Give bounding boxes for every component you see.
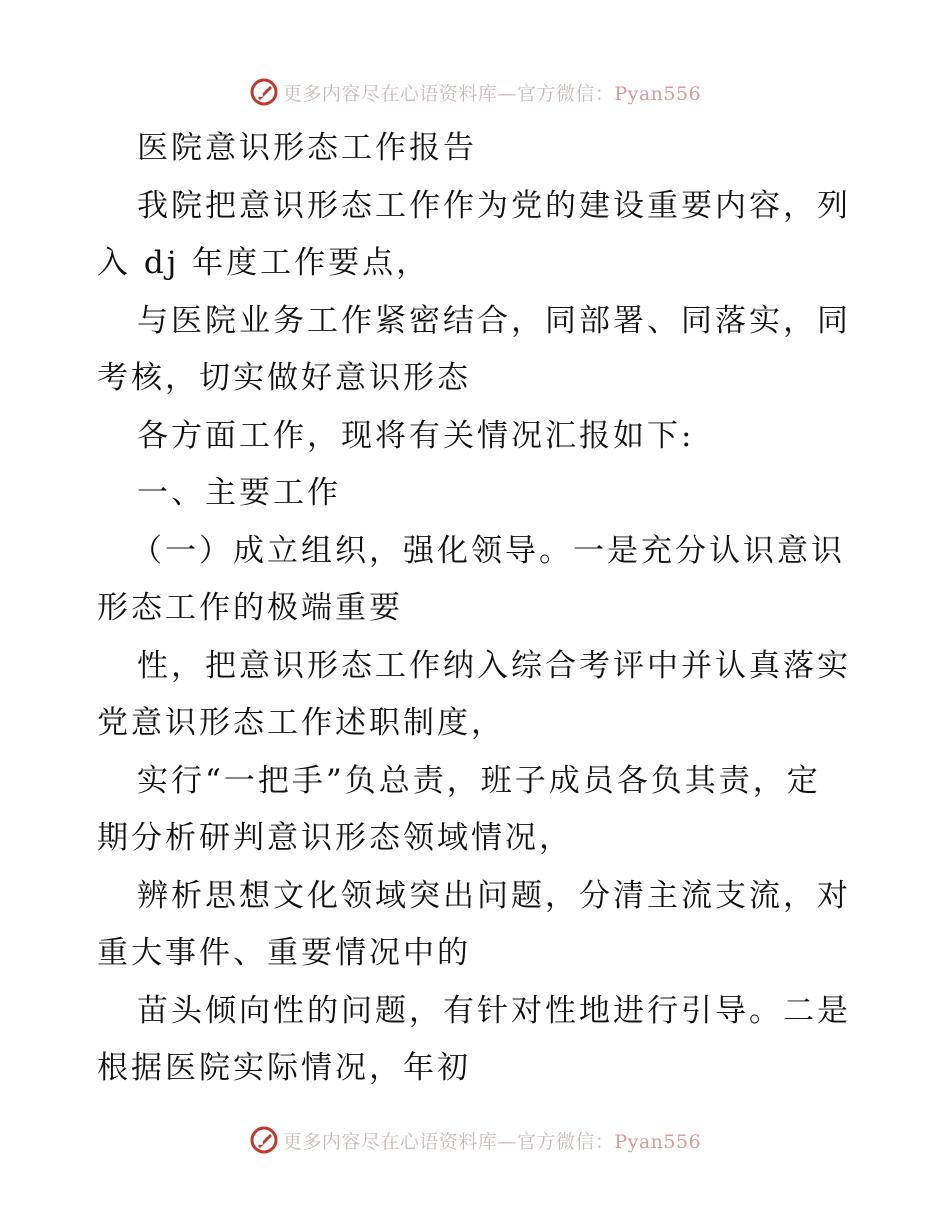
paragraph-line: 苗头倾向性的问题，有针对性地进行引导。二是 [137, 992, 851, 1029]
paragraph-line: 性，把意识形态工作纳入综合考评中并认真落实 [137, 647, 851, 684]
footer-banner-text: 更多内容尽在心语资料库—官方微信：Pyan556 [282, 1130, 702, 1153]
document-title: 医院意识形态工作报告 [137, 130, 477, 166]
paragraph-line: 重大事件、重要情况中的 [97, 935, 471, 971]
header-banner-text: 更多内容尽在心语资料库—官方微信：Pyan556 [282, 82, 702, 105]
paragraph-line: 党意识形态工作述职制度， [97, 705, 505, 741]
paragraph-line: 我院把意识形态工作作为党的建设重要内容，列 [137, 187, 851, 224]
footer-watermark-banner [0, 1120, 950, 1160]
footer-banner-contact: Pyan556 [614, 1130, 702, 1153]
pen-logo-icon [249, 77, 279, 107]
paragraph-line: 期分析研判意识形态领域情况， [97, 820, 573, 856]
paragraph-line: 与医院业务工作紧密结合，同部署、同落实，同 [137, 302, 851, 339]
header-banner-contact: Pyan556 [614, 82, 702, 105]
paragraph-line: 各方面工作，现将有关情况汇报如下: [137, 417, 695, 454]
paragraph-line: 考核，切实做好意识形态 [97, 360, 471, 396]
section-heading: 一、主要工作 [137, 475, 341, 511]
paragraph-line: 入 dj 年度工作要点， [97, 245, 431, 281]
pen-logo-icon [249, 1125, 279, 1155]
paragraph-line: 根据医院实际情况，年初 [97, 1050, 471, 1086]
header-watermark-banner [0, 72, 950, 112]
document-body [97, 120, 857, 1098]
paragraph-line: 实行“一把手”负总责，班子成员各负其责，定 [137, 762, 821, 799]
paragraph-line: 辨析思想文化领域突出问题，分清主流支流，对 [137, 877, 851, 914]
paragraph-line: 形态工作的极端重要 [97, 590, 403, 626]
paragraph-line: （一）成立组织，强化领导。一是充分认识意识 [131, 532, 845, 569]
